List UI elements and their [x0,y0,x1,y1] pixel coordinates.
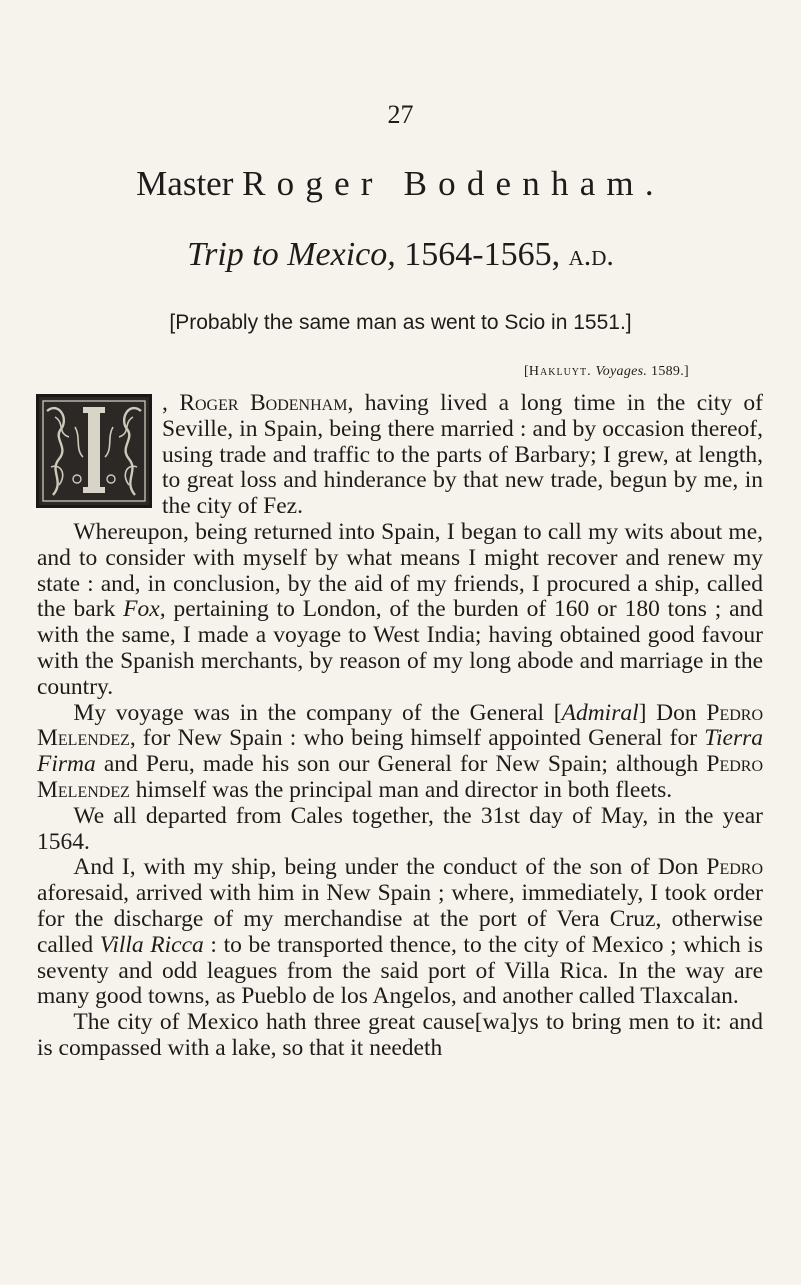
text-segment: Fox, [123,596,166,623]
text-segment: The city of Mexico hath three great cause[wa]ys to bring men to it: and is compassed with a lake, so that it needeth [37,1009,763,1061]
text-segment: My voyage was in the company of the General [ [73,699,562,726]
citation-work: Voyages. [595,364,648,379]
subtitle-dates: 1564-1565, [404,236,561,273]
body-text [37,391,763,1062]
paragraph [37,1010,763,1062]
initial-spacer [37,391,162,514]
paragraph [37,701,763,804]
page-number: 27 [387,100,414,129]
text-segment: pertaining to London, of the burden of 160 or 180 tons ; and with the same, I made a voyage to West India; having obtained good favour with the Spanish merchants, by reason of my long abode and marriage in the country. [37,596,764,700]
subtitle-trip: Trip to Mexico, [187,236,396,273]
text-segment: himself was the principal man and director in both fleets. [129,776,673,803]
text-segment: , having lived a long time in the city of Seville, in Spain, being there married : and by occasion thereof, using trade and traffic to the parts of Barbary; I grew, at length, to great loss and hinderance by that new trade, begun by me, in the city of Fez. [162,390,764,520]
citation-year: 1589.] [651,364,689,379]
text-segment: And I, with my ship, being under the conduct of the son of Don [73,854,707,881]
text-segment: Tierra Firma [37,725,763,778]
text-segment: : to be transported thence, to the city of Mexico ; which is seventy and odd leagues from the said port of Villa Rica. In the way are many good towns, as Pueblo de los Angelos, and another called Tlaxcalan. [37,931,764,1010]
chapter-title [0,164,801,204]
paragraph [37,520,763,701]
text-segment: Pedro Melendez [37,699,763,752]
source-citation [524,364,689,380]
text-segment: Pedro [706,854,763,881]
paragraph [37,804,763,856]
text-segment: Admiral [561,699,639,726]
citation-author: Hakluyt. [528,364,592,379]
text-segment: Whereupon, being returned into Spain, I began to call my wits about me, and to consider with myself by what means I might recover and renew my state : and, in conclusion, by the aid of my friends, I procured a ship, called the bark [37,518,763,623]
chapter-subtitle [0,236,801,274]
title-master: Master [136,164,234,203]
text-segment: Pedro Melendez [37,751,763,803]
citation-open: [ [523,364,529,379]
subtitle-era: a.d. [568,239,614,272]
bracket-note: [Probably the same man as went to Scio in 1551.] [169,311,632,334]
text-segment: aforesaid, arrived with him in New Spain ; where, immediately, I took order for the discharge of my merchandise at the port of Vera Cruz, otherwise called [37,880,763,958]
text-segment: and Peru, made his son our General for New Spain; although [95,751,707,778]
text-segment: Roger Bodenham [179,390,348,416]
text-segment: , [162,390,180,416]
text-segment: ] Don [638,699,707,726]
title-name: Roger Bodenham. [242,164,665,203]
text-segment: We all departed from Cales together, the 31st day of May, in the year 1564. [37,802,763,855]
text-segment: Villa Ricca [99,931,204,958]
paragraph [37,855,763,1010]
text-segment: , for New Spain : who being himself appointed General for [129,725,705,752]
